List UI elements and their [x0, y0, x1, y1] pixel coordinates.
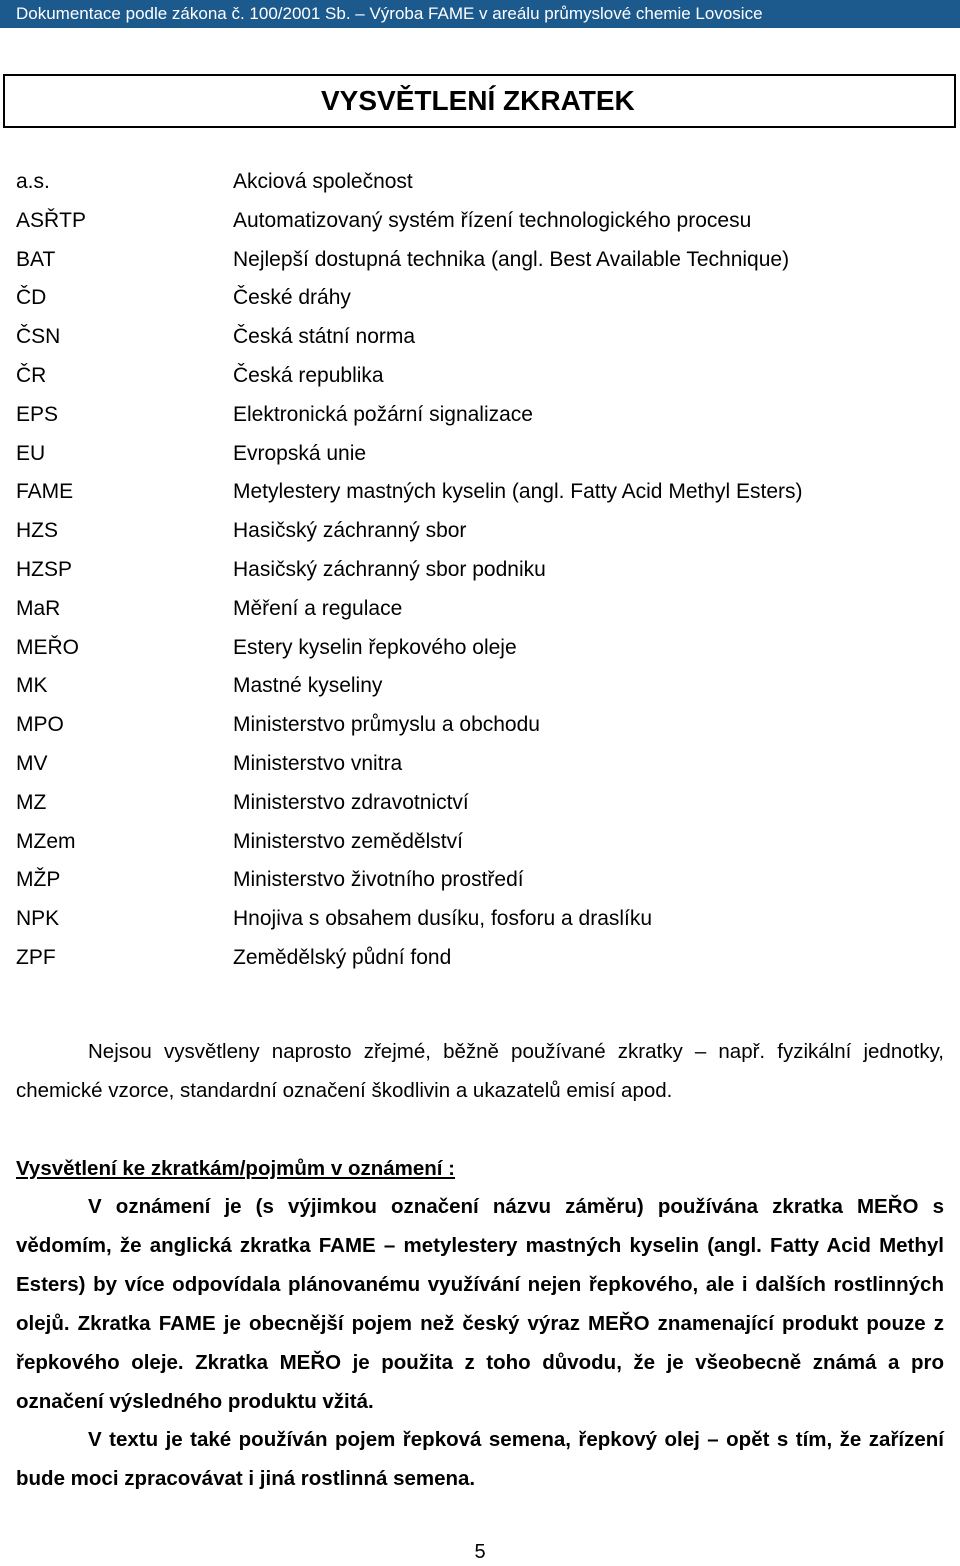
abbreviation-description: Ministerstvo zemědělství — [233, 829, 463, 853]
abbreviation-description: Nejlepší dostupná technika (angl. Best Available Technique) — [233, 247, 790, 271]
abbreviation-description: Ministerstvo vnitra — [233, 751, 403, 775]
abbreviation-code: HZS — [16, 519, 58, 543]
abbreviation-row — [0, 163, 960, 202]
abbreviation-row — [0, 551, 960, 590]
abbreviation-code: ČR — [16, 363, 47, 387]
page-number: 5 — [474, 1541, 486, 1563]
abbreviation-row — [0, 396, 960, 435]
page-title-box — [3, 74, 956, 128]
abbreviation-code: ČSN — [16, 325, 61, 349]
abbreviation-description: Akciová společnost — [233, 170, 413, 193]
abbreviation-description: Hasičský záchranný sbor podniku — [233, 557, 546, 581]
abbreviation-code: ASŘTP — [16, 208, 87, 232]
abbreviation-description: Hasičský záchranný sbor — [233, 519, 467, 543]
header-text: Dokumentace podle zákona č. 100/2001 Sb. – Výroba FAME v areálu průmyslové chemie Lovosice — [16, 4, 763, 23]
abbreviation-row — [0, 629, 960, 668]
page-title: VYSVĚTLENÍ ZKRATEK — [321, 85, 635, 116]
abbreviation-row — [0, 823, 960, 862]
abbreviation-code: ZPF — [16, 945, 56, 969]
abbreviation-description: Evropská unie — [233, 441, 367, 465]
abbreviation-row — [0, 279, 960, 318]
abbreviation-description: Elektronická požární signalizace — [233, 402, 533, 426]
explanation-paragraph-2: V textu je také používán pojem řepková semena, řepkový olej – opět s tím, že zařízení bude moci zpracovávat i jiná rostlinná semena. — [16, 1428, 944, 1490]
abbreviation-list — [0, 163, 960, 978]
abbreviation-code: MV — [16, 751, 48, 775]
abbreviation-description: Mastné kyseliny — [233, 674, 383, 698]
abbreviation-row — [0, 706, 960, 745]
abbreviation-description: České dráhy — [233, 286, 351, 310]
abbreviation-description: Česká státní norma — [233, 325, 416, 349]
abbreviation-row — [0, 784, 960, 823]
abbreviation-description: Metylestery mastných kyselin (angl. Fatty Acid Methyl Esters) — [233, 480, 803, 504]
abbreviation-code: MPO — [16, 713, 64, 737]
abbreviation-row — [0, 745, 960, 784]
abbreviation-code: MK — [16, 674, 48, 698]
abbreviation-row — [0, 357, 960, 396]
abbreviation-description: Česká republika — [233, 363, 384, 387]
abbreviation-row — [0, 939, 960, 978]
abbreviation-description: Ministerstvo průmyslu a obchodu — [233, 713, 540, 737]
abbreviation-code: MZem — [16, 829, 76, 853]
abbreviation-code: HZSP — [16, 557, 73, 581]
abbreviation-description: Zemědělský půdní fond — [233, 945, 452, 969]
abbreviation-row — [0, 590, 960, 629]
abbreviation-row — [0, 861, 960, 900]
abbreviation-row — [0, 202, 960, 241]
abbreviation-description: Měření a regulace — [233, 596, 403, 620]
abbreviation-code: MZ — [16, 790, 47, 814]
abbreviation-code: MEŘO — [16, 635, 79, 659]
abbreviation-description: Estery kyselin řepkového oleje — [233, 635, 517, 659]
abbreviation-code: EU — [16, 441, 46, 465]
abbreviation-code: FAME — [16, 480, 74, 504]
abbreviation-description: Automatizovaný systém řízení technologického procesu — [233, 208, 752, 232]
abbreviation-code: EPS — [16, 402, 59, 426]
explanation-paragraph-1: V oznámení je (s výjimkou označení názvu záměru) používána zkratka MEŘO s vědomím, že anglická zkratka FAME – metylestery mastných kyselin (angl. Fatty Acid Methyl Esters) by více odpovídala plánovanému využívání nejen řepkového, ale i dalších rostlinných olejů. Zkratka FAME je obecnější pojem než český výraz MEŘO znamenající produkt pouze z řepkového oleje. Zkratka MEŘO je použita z toho důvodu, že je všeobecně známá a pro označení výsledného produktu vžitá. — [16, 1195, 944, 1413]
abbreviation-code: MaR — [16, 596, 61, 620]
abbreviation-description: Hnojiva s obsahem dusíku, fosforu a draslíku — [233, 907, 653, 931]
abbreviation-row — [0, 473, 960, 512]
abbreviation-code: BAT — [16, 247, 56, 271]
abbreviation-description: Ministerstvo životního prostředí — [233, 868, 524, 892]
note-paragraph: Nejsou vysvětleny naprosto zřejmé, běžně používané zkratky – např. fyzikální jednotky, chemické vzorce, standardní označení škodlivin a ukazatelů emisí apod. — [16, 1040, 944, 1102]
abbreviation-code: MŽP — [16, 868, 61, 892]
abbreviation-code: ČD — [16, 286, 47, 310]
abbreviation-row — [0, 900, 960, 939]
abbreviation-code: NPK — [16, 907, 60, 931]
abbreviation-row — [0, 318, 960, 357]
explanation-heading: Vysvětlení ke zkratkám/pojmům v oznámení : — [16, 1157, 456, 1180]
abbreviation-row — [0, 241, 960, 280]
document-header — [0, 0, 960, 28]
abbreviation-description: Ministerstvo zdravotnictví — [233, 790, 469, 814]
abbreviation-code: a.s. — [16, 170, 50, 193]
abbreviation-row — [0, 435, 960, 474]
abbreviation-row — [0, 512, 960, 551]
abbreviation-row — [0, 667, 960, 706]
